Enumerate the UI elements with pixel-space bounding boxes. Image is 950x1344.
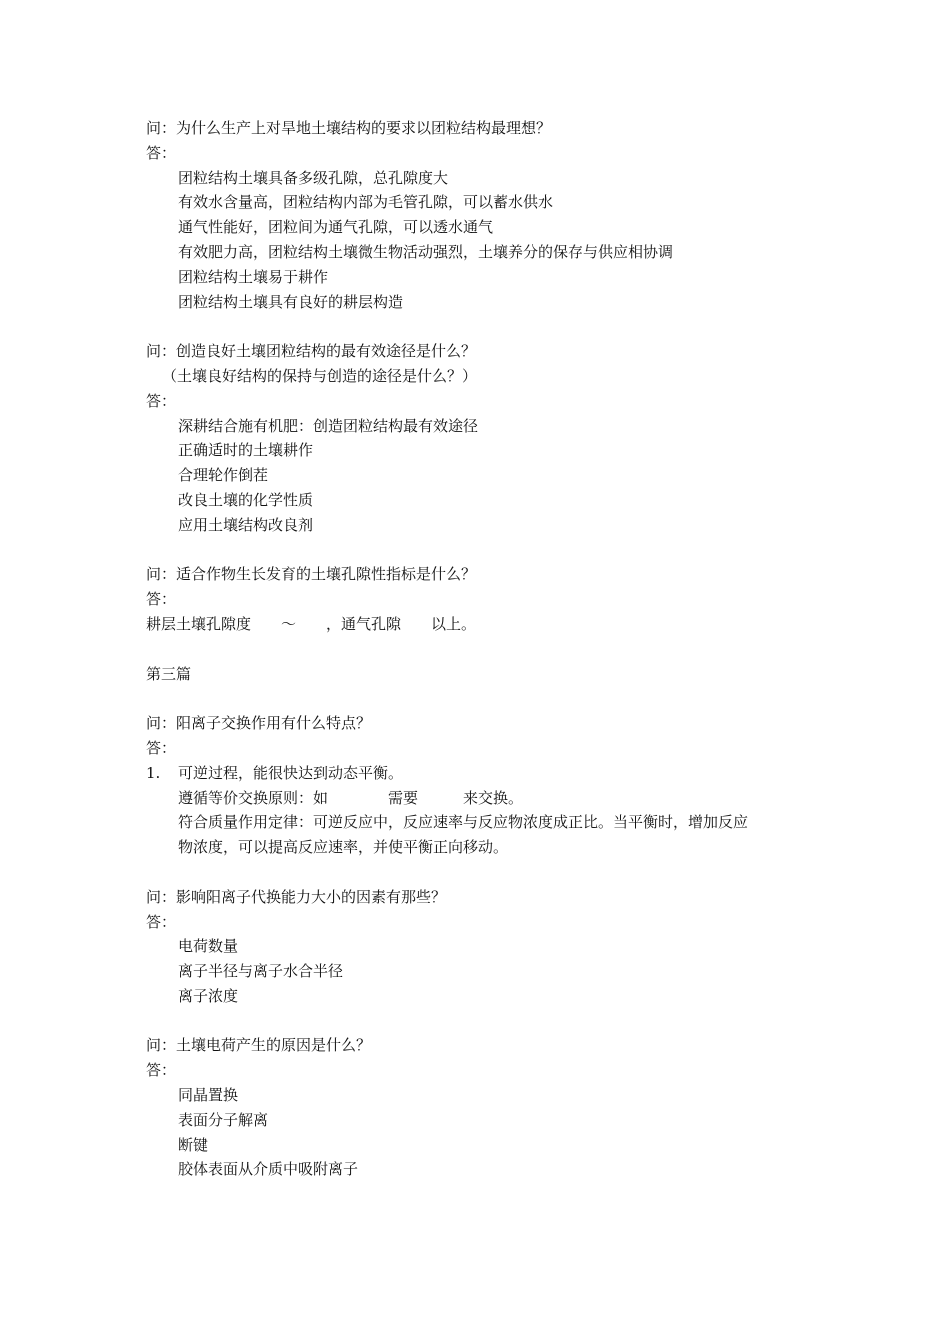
- answer-point: 改良土壤的化学性质: [178, 490, 314, 509]
- answer-point: 离子半径与离子水合半径: [178, 962, 344, 981]
- point-number: 1.: [146, 763, 161, 782]
- answer-point: 合理轮作倒茬: [178, 466, 269, 485]
- answer-label-4: 答：: [146, 738, 177, 757]
- spacer: [146, 1009, 826, 1034]
- answer-label-1: 答：: [146, 143, 177, 162]
- answer-point: 物浓度，可以提高反应速率，并使平衡正向移动。: [178, 838, 509, 857]
- answer-point: 断键: [178, 1135, 209, 1154]
- answer-point: 团粒结构土壤易于耕作: [178, 267, 329, 286]
- answer-point: 通气性能好，团粒间为通气孔隙，可以透水通气: [178, 218, 494, 237]
- answer-point: 离子浓度: [178, 986, 239, 1005]
- document-page: [146, 116, 826, 1182]
- spacer: [146, 860, 826, 885]
- answer-3: 耕层土壤孔隙度 ～ ，通气孔隙 以上。: [146, 614, 477, 633]
- question-6: 问：土壤电荷产生的原因是什么？: [146, 1036, 372, 1055]
- answer-point: 符合质量作用定律：可逆反应中，反应速率与反应物浓度成正比。当平衡时，增加反应: [178, 813, 749, 832]
- question-1: 问：为什么生产上对旱地土壤结构的要求以团粒结构最理想？: [146, 119, 552, 137]
- spacer: [146, 637, 826, 662]
- point-text: 可逆过程，能很快达到动态平衡。: [178, 763, 404, 782]
- answer-point: 应用土壤结构改良剂: [178, 515, 314, 534]
- subquestion-2: （土壤良好结构的保持与创造的途径是什么？）: [162, 366, 478, 385]
- question-5: 问：影响阳离子代换能力大小的因素有那些？: [146, 887, 447, 906]
- spacer: [146, 538, 826, 563]
- answer-point: 表面分子解离: [178, 1110, 269, 1129]
- question-2: 问：创造良好土壤团粒结构的最有效途径是什么？: [146, 342, 477, 361]
- section-title: 第三篇: [146, 664, 192, 683]
- answer-point: 深耕结合施有机肥：创造团粒结构最有效途径: [178, 416, 479, 435]
- answer-point: 遵循等价交换原则：如 需要 来交换。: [178, 788, 524, 807]
- answer-label-2: 答：: [146, 391, 177, 410]
- numbered-point: [146, 761, 826, 786]
- spacer: [146, 314, 826, 339]
- answer-point: 团粒结构土壤具备多级孔隙，总孔隙度大: [178, 168, 449, 187]
- answer-point: 同晶置换: [178, 1086, 239, 1105]
- question-3: 问：适合作物生长发育的土壤孔隙性指标是什么？: [146, 565, 477, 584]
- spacer: [146, 686, 826, 711]
- answer-point: 正确适时的土壤耕作: [178, 441, 314, 460]
- answer-point: 电荷数量: [178, 937, 239, 956]
- answer-point: 有效水含量高，团粒结构内部为毛管孔隙，可以蓄水供水: [178, 193, 554, 212]
- answer-point: 有效肥力高，团粒结构土壤微生物活动强烈，土壤养分的保存与供应相协调: [178, 242, 674, 261]
- answer-label-6: 答：: [146, 1061, 177, 1080]
- answer-label-5: 答：: [146, 912, 177, 931]
- answer-point: 胶体表面从介质中吸附离子: [178, 1160, 359, 1179]
- answer-point: 团粒结构土壤具有良好的耕层构造: [178, 292, 404, 311]
- answer-label-3: 答：: [146, 590, 177, 609]
- question-4: 问：阳离子交换作用有什么特点？: [146, 714, 372, 733]
